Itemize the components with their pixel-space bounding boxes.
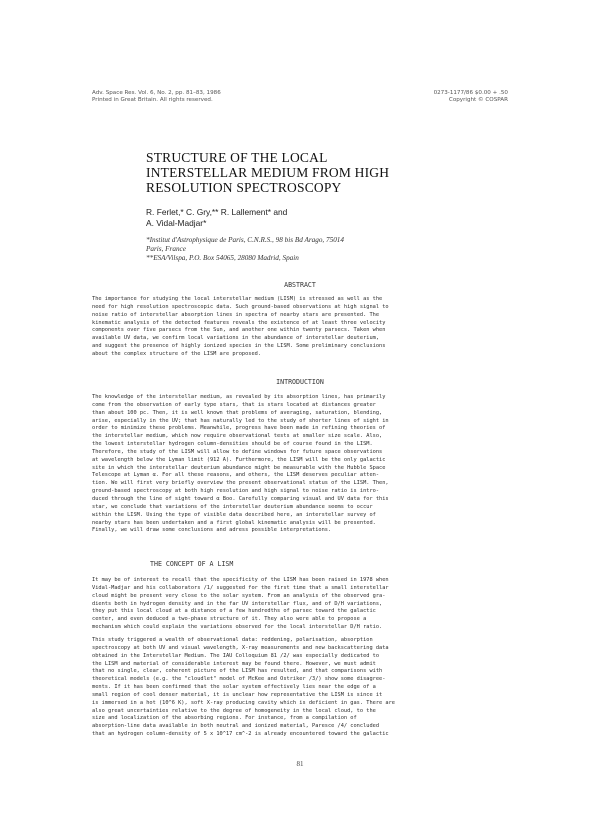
text-line: come from the observation of early type stars, that is stars located at distances greater bbox=[92, 401, 376, 408]
text-line: ground-based spectroscopy at both high resolution and high signal to noise ratio is intro- bbox=[92, 488, 380, 495]
text-line: tion. We will first very briefly overview the present observational status of the LISM. Then, bbox=[92, 480, 389, 487]
text-line: than about 100 pc. Then, it is well known that problems of averaging, saturation, blending, bbox=[92, 409, 383, 416]
page-number: 81 bbox=[296, 760, 304, 768]
text-line: mechanism which could explain the variations observed for the local interstellar D/H ratio. bbox=[92, 624, 383, 631]
publisher-line: Printed in Great Britain. All rights reserved. bbox=[92, 97, 213, 103]
text-line: noise ratio of interstellar absorption lines in spectra of nearby stars are presented. The bbox=[92, 311, 380, 318]
section-paragraph bbox=[92, 637, 510, 739]
paper-title bbox=[146, 150, 476, 195]
text-line: small region of cool denser material, it is unclear how representative the LISM is since it bbox=[92, 691, 383, 698]
text-line: center, and even deduced a two-phase structure of it. They also were able to propose a bbox=[92, 616, 367, 623]
text-line: within the LISM. Using the type of visible data described here, an interstellar survey of bbox=[92, 511, 376, 518]
text-line: absorption-line data available in both neutral and ionized material, Paresce /4/ concluded bbox=[92, 723, 380, 730]
text-line: kinematic analysis of the detected features reveals the existence of at least three velocity bbox=[92, 319, 386, 326]
copyright-block bbox=[358, 90, 508, 104]
text-line: Finally, we will draw some conclusions and adress possible interpretations. bbox=[92, 527, 332, 534]
text-line: the LISM and material of considerable interest may be found there. However, we must admit bbox=[92, 660, 376, 667]
introduction-body bbox=[92, 394, 510, 535]
text-line: nearby stars has been undertaken and a first global kinematic analysis will be presented. bbox=[92, 519, 376, 526]
introduction-heading: INTRODUCTION bbox=[276, 378, 324, 386]
text-line: Therefore, the study of the LISM will allow to define windows for future space observations bbox=[92, 448, 383, 455]
price-code: 0273-1177/86 $0.00 + .50 bbox=[433, 90, 508, 96]
text-line: they put this local cloud at a distance of a few hundredths of parsec toward the galactic bbox=[92, 608, 376, 615]
affiliation-line: **ESA/Vilspa, P.O. Box 54065, 28080 Madrid, Spain bbox=[146, 254, 299, 262]
text-line: duced through the line of sight toward α Boo. Carefully comparing visual and UV data for this bbox=[92, 495, 389, 502]
text-line: The importance for studying the local interstellar medium (LISM) is stressed as well as the bbox=[92, 296, 383, 302]
text-line: spectroscopy at both UV and visual wavelength, X-ray measurements and new backscattering data bbox=[92, 644, 389, 651]
text-line: available UV data, we confirm local variations in the abundance of interstellar deuterium, bbox=[92, 335, 380, 342]
text-line: arise, especially in the UV; that has naturally led to the study of shorter lines of sight in bbox=[92, 417, 389, 424]
journal-citation bbox=[92, 90, 352, 104]
text-line: also great uncertainties relative to the degree of homogeneity in the local cloud, to the bbox=[92, 707, 376, 714]
abstract-body bbox=[92, 296, 510, 359]
citation-line: Adv. Space Res. Vol. 6, No. 2, pp. 81–83, 1986 bbox=[92, 90, 221, 96]
text-line: order to minimize these problems. Meanwhile, progress have been made in refining theories of bbox=[92, 425, 386, 432]
text-line: about the complex structure of the LISM are proposed. bbox=[92, 350, 262, 357]
text-line: obtained in the Interstellar Medium. The IAU Colloquium 81 /2/ was especially dedicated to bbox=[92, 652, 380, 659]
text-line: star, we conclude that variations of the interstellar deuterium abundance seems to occur bbox=[92, 503, 373, 510]
text-line: is immersed in a hot (10^6 K), soft X-ray producing cavity which is deficient in gas. There are bbox=[92, 699, 395, 706]
affiliation-line: Paris, France bbox=[146, 245, 186, 253]
text-line: Vidal-Madjar and his collaborators /1/ suggested for the first time that a small interstellar bbox=[92, 584, 389, 591]
title-line: STRUCTURE OF THE LOCAL bbox=[146, 150, 328, 165]
text-line: dients both in hydrogen density and in the far UV interstellar flux, and of D/H variations, bbox=[92, 600, 383, 607]
text-line: Telescope at Lyman α. For all these reasons, and others, the LISM deserves peculiar atten- bbox=[92, 472, 380, 479]
text-line: The knowledge of the interstellar medium, as revealed by its absorption lines, has primarily bbox=[92, 394, 386, 400]
text-line: the interstellar medium, which now require observational tests at smaller size scale. Also, bbox=[92, 433, 383, 440]
text-line: that no single, clear, coherent picture of the LISM has resulted, and that comparisons with bbox=[92, 668, 383, 675]
text-line: size and localization of the absorbing regions. For instance, from a compilation of bbox=[92, 715, 357, 722]
section-heading: THE CONCEPT OF A LISM bbox=[150, 560, 234, 568]
section-paragraph bbox=[92, 577, 510, 632]
text-line: at wavelength below the Lyman limit (912 Å). Furthermore, the LISM will be the only galactic bbox=[92, 456, 386, 463]
text-line: components over five parsecs from the Sun, and another one within twenty parsecs. Taken when bbox=[92, 327, 386, 334]
title-line: RESOLUTION SPECTROSCOPY bbox=[146, 180, 342, 195]
text-line: ments. If it has been confirmed that the solar system effectively lies near the edge of a bbox=[92, 684, 376, 691]
text-line: This study triggered a wealth of observational data: reddening, polarisation, absorption bbox=[92, 637, 373, 643]
author-line: A. Vidal-Madjar* bbox=[146, 217, 207, 228]
affiliations bbox=[146, 236, 466, 263]
text-line: and suggest the presence of highly ionized species in the LISM. Some preliminary conclusions bbox=[92, 343, 386, 350]
text-line: It may be of interest to recall that the specificity of the LISM has been raised in 1978 when bbox=[92, 577, 389, 583]
text-line: that an hydrogen column-density of 5 x 10^17 cm^-2 is already encountered toward the galactic bbox=[92, 731, 389, 738]
text-line: theoretical models (e.g. the "cloudlet" model of McKee and Ostriker /3/) show some disagree- bbox=[92, 676, 386, 683]
author-line: R. Ferlet,* C. Gry,** R. Lallement* and bbox=[146, 207, 288, 217]
text-line: site in which the interstellar deuterium abundance might be measurable with the Hubble Space bbox=[92, 464, 386, 471]
title-line: INTERSTELLAR MEDIUM FROM HIGH bbox=[146, 165, 390, 180]
copyright-line: Copyright © COSPAR bbox=[448, 97, 508, 103]
text-line: the lowest interstellar hydrogen column-densities should be of course found in the LISM. bbox=[92, 441, 373, 448]
abstract-heading: ABSTRACT bbox=[284, 281, 316, 289]
text-line: cloud might be present very close to the solar system. From an analysis of the observed gra- bbox=[92, 592, 386, 599]
text-line: need for high resolution spectroscopic data. Such ground-based observations at high signal to bbox=[92, 303, 389, 310]
author-list bbox=[146, 207, 476, 228]
affiliation-line: *Institut d'Astrophysique de Paris, C.N.R.S., 98 bis Bd Arago, 75014 bbox=[146, 236, 344, 244]
